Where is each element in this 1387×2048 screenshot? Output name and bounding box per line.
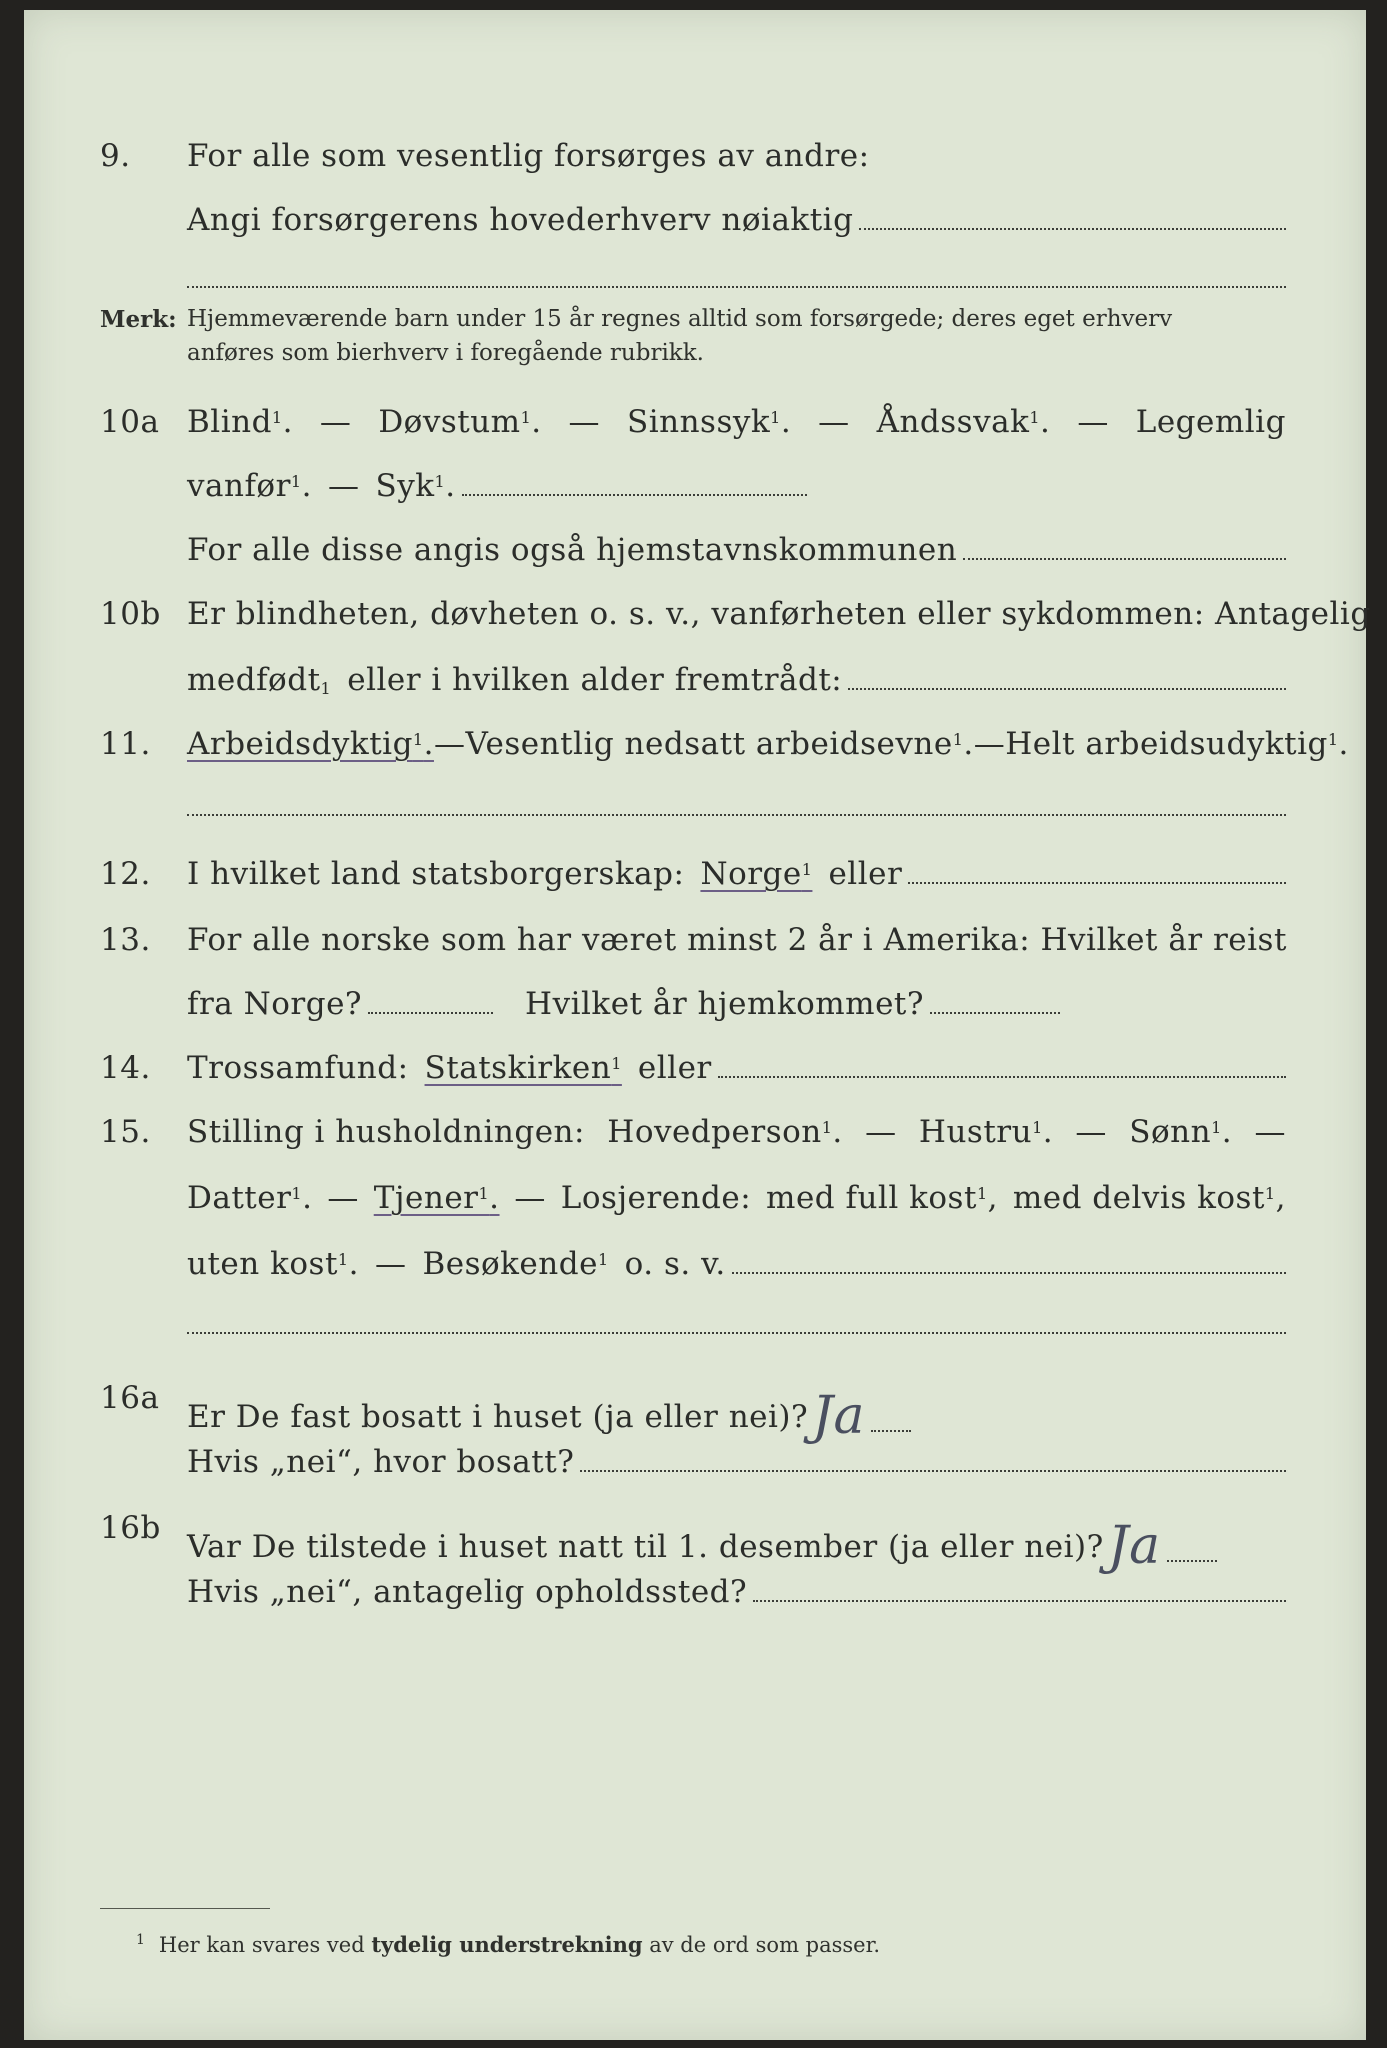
question-text: Losjerende: [560, 1180, 752, 1216]
option-uten-kost[interactable]: uten kost [187, 1246, 338, 1282]
question-text: Trossamfund: [187, 1050, 409, 1086]
option-sonn[interactable]: Sønn [1129, 1114, 1212, 1150]
answer-blank[interactable] [368, 1011, 493, 1014]
question-number: 13. [100, 922, 151, 958]
census-form-page: 9. For alle som vesentlig forsørges av andre: Angi forsørgerens hovederhverv nøiaktig Merk: Hjemmeværende barn under 15 år regnes alltid som forsørgede; deres eget erhverv anføres som bierhverv i foregående rubrikk. 10a Blind$^1$. — Døvstum$^1$. — Sinnssyk$^1$. — Åndssvak$^1$. — Legemlig vanfør$^1$. — Syk$^1$. For alle disse angis også hjemstavnskommunen 10b Er blindheten, døvheten o. s. v., vanførheten eller sykdommen: Antagelig medfødt $^1$ eller i hvilken alder fremtrådt: 11. Arbeidsdyktig$^1$. — Vesentlig nedsatt arbeidsevne$^1$. — Helt arbeidsudyktig$^1$. 12. I hvilket land statsborgerskap: Norge$^1$ eller 13. For alle norske som har været minst 2 år i Amerika: Hvilket år reist fra Norge? Hvilket år hjemkommet? 14. Trossamfund: Statskirken$^1$ eller 15. Stilling i husholdningen: Hovedperson$^1$. — Hustru$^1$. — Sønn$^1$. — Datter$^1$. — Tjener$^1$. — Losjerende: med full kost$^1$, med delvis kost$^1$, uten kost$^1$. — Besøkende$^1$ o. s. v. 16a Er De fast bosatt i huset (ja eller nei)? Ja Hvis „nei“, hvor bosatt? 16b Var De tilstede i huset natt til 1. desember (ja eller nei)? Ja Hvis „nei“, antagelig opholdssted? $^1$ Her kan svares ved tydelig understrekning av de ord som passer. [24, 10, 1366, 2040]
option-norge[interactable]: Norge [700, 856, 802, 892]
question-number: 9. [100, 138, 131, 174]
question-text: fra Norge? [187, 986, 363, 1022]
answer-blank[interactable] [1167, 1559, 1217, 1562]
question-number: 10a [100, 404, 160, 440]
question-text: Er De fast bosatt i huset (ja eller nei)? [187, 1399, 809, 1435]
option-hovedperson[interactable]: Hovedperson [607, 1114, 822, 1150]
option-arbeidsdyktig[interactable]: Arbeidsdyktig [187, 726, 413, 762]
option-legemlig[interactable]: Legemlig [1135, 404, 1286, 440]
option-sinnssyk[interactable]: Sinnssyk [626, 404, 771, 440]
question-text: Var De tilstede i huset natt til 1. desember (ja eller nei)? [187, 1529, 1104, 1565]
answer-blank[interactable] [732, 1271, 1286, 1274]
question-text: For alle norske som har været minst 2 år i Amerika: Hvilket år reist [187, 922, 1287, 958]
answer-blank[interactable] [963, 557, 1286, 560]
question-number: 10b [100, 596, 161, 632]
answer-blank[interactable] [848, 687, 1286, 690]
answer-blank[interactable] [187, 1332, 1286, 1334]
question-number: 15. [100, 1114, 151, 1150]
option-dovstum[interactable]: Døvstum [378, 404, 521, 440]
question-number: 12. [100, 856, 151, 892]
option-arbeidsudyktig[interactable]: Helt arbeidsudyktig [1005, 726, 1328, 762]
footnote-mark: 1 [136, 1932, 145, 1948]
question-text: Stilling i husholdningen: [187, 1114, 585, 1150]
answer-blank[interactable] [580, 1469, 1286, 1472]
answer-blank[interactable] [187, 814, 1286, 816]
question-text: eller i hvilken alder fremtrådt: [347, 662, 843, 698]
handwritten-answer[interactable]: Ja [1107, 1516, 1161, 1576]
question-text: Er blindheten, døvheten o. s. v., vanførheten eller sykdommen: Antagelig [187, 596, 1371, 632]
footnote: $^1$ Her kan svares ved tydelig understrekning av de ord som passer. [136, 1932, 881, 1957]
answer-blank[interactable] [753, 1599, 1286, 1602]
option-syk[interactable]: Syk [375, 468, 435, 504]
question-number: 16b [100, 1510, 161, 1546]
question-number: 16a [100, 1380, 160, 1416]
option-medfodt[interactable]: medfødt [187, 662, 321, 698]
option-blind[interactable]: Blind [187, 404, 272, 440]
question-text: For alle som vesentlig forsørges av andre: [187, 138, 870, 174]
option-full-kost[interactable]: med full kost [766, 1180, 977, 1216]
answer-blank[interactable] [930, 1011, 1060, 1014]
question-text: For alle disse angis også hjemstavnskommunen [187, 532, 958, 568]
question-text: I hvilket land statsborgerskap: [187, 856, 685, 892]
footnote-divider [100, 1908, 270, 1909]
option-delvis-kost[interactable]: med delvis kost [1012, 1180, 1265, 1216]
answer-blank[interactable] [718, 1075, 1286, 1078]
option-vanfor[interactable]: vanfør [187, 468, 291, 504]
note-text: anføres som bierhverv i foregående rubrikk. [187, 340, 704, 366]
question-number: 14. [100, 1050, 151, 1086]
handwritten-answer[interactable]: Ja [812, 1386, 865, 1446]
question-number: 11. [100, 726, 151, 762]
option-tjener[interactable]: Tjener [373, 1180, 479, 1216]
question-text: Hvis „nei“, hvor bosatt? [187, 1444, 575, 1480]
option-hustru[interactable]: Hustru [918, 1114, 1033, 1150]
note-text: Hjemmeværende barn under 15 år regnes alltid som forsørgede; deres eget erhverv [187, 306, 1173, 332]
option-nedsatt-arbeidsevne[interactable]: Vesentlig nedsatt arbeidsevne [465, 726, 953, 762]
answer-blank[interactable] [871, 1429, 911, 1432]
option-statskirken[interactable]: Statskirken [424, 1050, 612, 1086]
note-label: Merk: [100, 306, 177, 333]
question-text: Angi forsørgerens hovederhverv nøiaktig [187, 202, 854, 238]
option-datter[interactable]: Datter [187, 1180, 292, 1216]
question-text: Hvilket år hjemkommet? [525, 986, 925, 1022]
answer-blank[interactable] [859, 227, 1286, 230]
option-andssvak[interactable]: Åndssvak [876, 404, 1030, 440]
answer-blank[interactable] [187, 286, 1286, 288]
option-besokende[interactable]: Besøkende [422, 1246, 598, 1282]
question-text: Hvis „nei“, antagelig opholdssted? [187, 1574, 748, 1610]
answer-blank[interactable] [462, 493, 807, 496]
answer-blank[interactable] [908, 881, 1286, 884]
